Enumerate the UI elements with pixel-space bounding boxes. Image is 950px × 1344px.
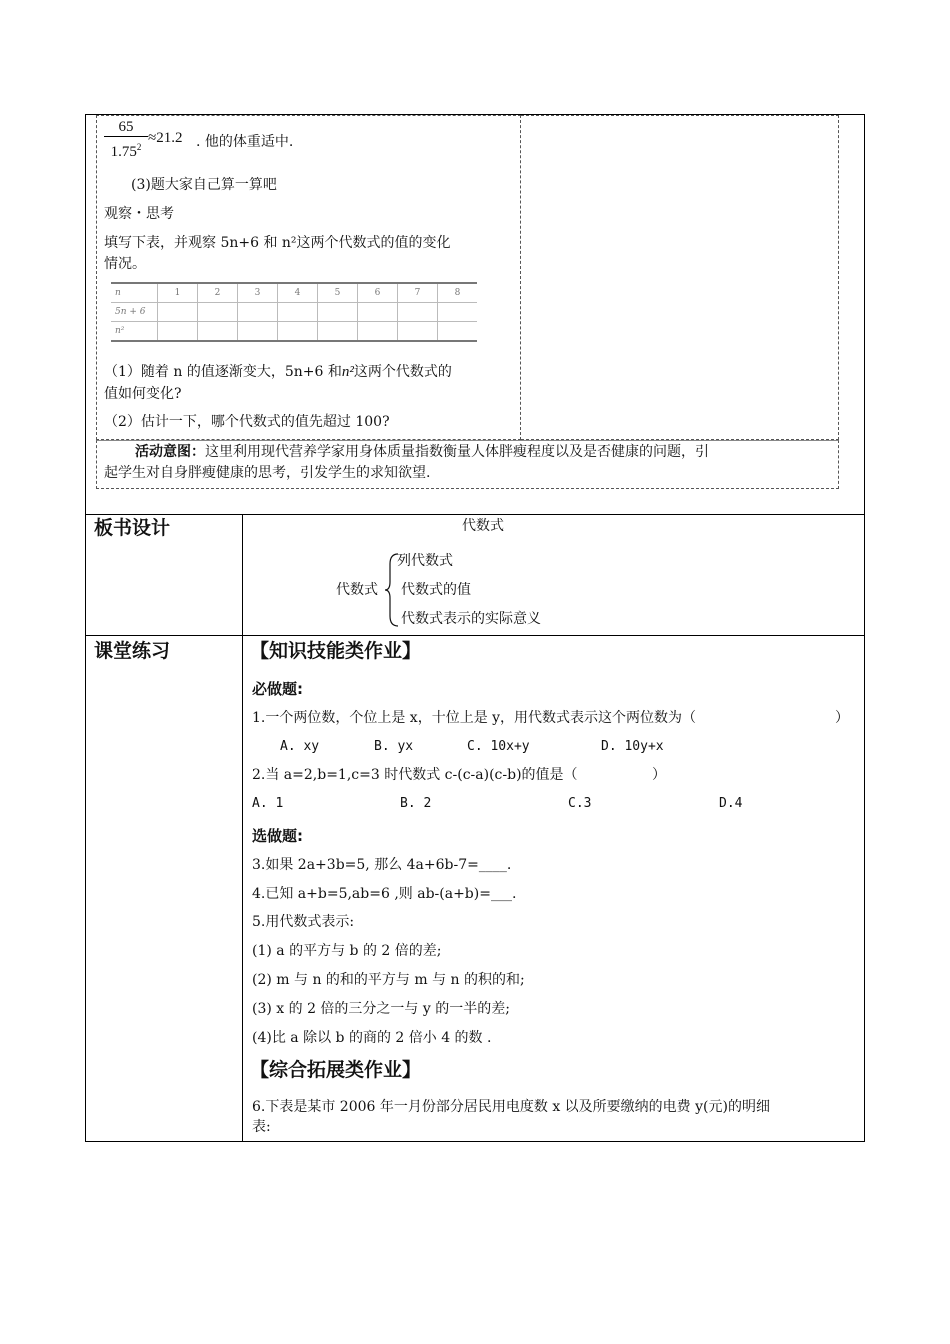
- q1-stem: 1.一个两位数，个位上是 x，十位上是 y，用代数式表示这个两位数为（: [252, 710, 697, 726]
- fraction-denominator: 1.75$^2$: [110, 142, 142, 160]
- practice-label: 课堂练习: [94, 640, 171, 662]
- column-divider: [242, 514, 243, 1142]
- observe-title: 观察・思考: [104, 206, 174, 222]
- row-label: 5n + 6: [111, 303, 158, 322]
- q1-line2: 值如何变化?: [104, 386, 182, 402]
- q2-option-c: C.3: [568, 796, 592, 811]
- required-heading: 必做题:: [252, 680, 303, 698]
- fraction-numerator: 65: [104, 118, 148, 137]
- q2-option-a: A. 1: [252, 796, 284, 811]
- table-row: [111, 283, 477, 303]
- q5-item: (1) a 的平方与 b 的 2 倍的差;: [252, 943, 442, 959]
- row-label: n: [111, 283, 158, 303]
- row-label: n²: [111, 322, 158, 342]
- q1-option-a: A. xy: [280, 739, 320, 754]
- q2-option-d: D.4: [719, 796, 743, 811]
- q3-text: (3)题大家自己算一算吧: [131, 177, 277, 193]
- q5-item: (2) m 与 n 的和的平方与 m 与 n 的积的和;: [252, 972, 525, 988]
- n-values-table: [111, 282, 477, 342]
- table-row: [111, 303, 477, 322]
- q2-close: ）: [652, 767, 666, 783]
- table-cell: 4: [278, 283, 318, 303]
- table-cell: 7: [398, 283, 438, 303]
- section-extension: 【综合拓展类作业】: [250, 1059, 422, 1081]
- intent-line2: 起学生对自身胖瘦健康的思考，引发学生的求知欲望.: [104, 465, 431, 481]
- q2-stem: 2.当 a=2,b=1,c=3 时代数式 c-(c-a)(c-b)的值是（: [252, 767, 578, 783]
- q1-close: ）: [835, 710, 849, 726]
- q3-stem: 3.如果 2a+3b=5, 那么 4a+6b-7=____.: [252, 857, 512, 873]
- q1-option-b: B. yx: [374, 739, 414, 754]
- board-item: 代数式的值: [401, 582, 471, 598]
- q5-item: (4)比 a 除以 b 的商的 2 倍小 4 的数 .: [252, 1030, 492, 1046]
- row-divider-board: [85, 514, 865, 515]
- q2-option-b: B. 2: [400, 796, 432, 811]
- q4-stem: 4.已知 a+b=5,ab=6 ,则 ab-(a+b)=___.: [252, 886, 517, 902]
- board-root: 代数式: [336, 582, 378, 598]
- q2-text: （2）估计一下，哪个代数式的值先超过 100?: [104, 414, 390, 430]
- section-knowledge-skills: 【知识技能类作业】: [250, 640, 422, 662]
- q1-option-c: C. 10x+y: [467, 739, 530, 754]
- q6-line1: 6.下表是某市 2006 年一月份部分居民用电度数 x 以及所要缴纳的电费 y(元)的明细: [252, 1099, 770, 1115]
- q1-line1: （1）随着 n 的值逐渐变大，5n+6 和n²这两个代数式的: [104, 364, 452, 380]
- table-cell: 5: [318, 283, 358, 303]
- fill-instruction-line2: 情况。: [104, 256, 146, 272]
- table-cell: 6: [358, 283, 398, 303]
- q5-stem: 5.用代数式表示:: [252, 914, 355, 930]
- bmi-fraction: [104, 118, 148, 162]
- approx-value: ≈21.2: [148, 130, 183, 146]
- optional-heading: 选做题:: [252, 827, 303, 845]
- board-title: 代数式: [462, 518, 504, 534]
- table-cell: 3: [238, 283, 278, 303]
- q1-option-d: D. 10y+x: [601, 739, 664, 754]
- intent-line1: 活动意图：这里利用现代营养学家用身体质量指数衡量人体胖瘦程度以及是否健康的问题，引: [135, 444, 709, 460]
- board-item: 代数式表示的实际意义: [401, 611, 541, 627]
- board-label: 板书设计: [94, 517, 171, 539]
- fill-instruction-line1: 填写下表，并观察 5n+6 和 n²这两个代数式的值的变化: [104, 235, 451, 251]
- row-divider-practice: [85, 635, 865, 636]
- table-cell: 1: [158, 283, 198, 303]
- weight-conclusion: . 他的体重适中.: [196, 134, 294, 150]
- board-item: 列代数式: [397, 553, 453, 569]
- table-row: [111, 322, 477, 342]
- table-cell: 2: [198, 283, 238, 303]
- notes-dashed-box: [521, 115, 839, 440]
- q5-item: (3) x 的 2 倍的三分之一与 y 的一半的差;: [252, 1001, 510, 1017]
- q6-line2: 表:: [252, 1119, 271, 1135]
- table-cell: 8: [438, 283, 478, 303]
